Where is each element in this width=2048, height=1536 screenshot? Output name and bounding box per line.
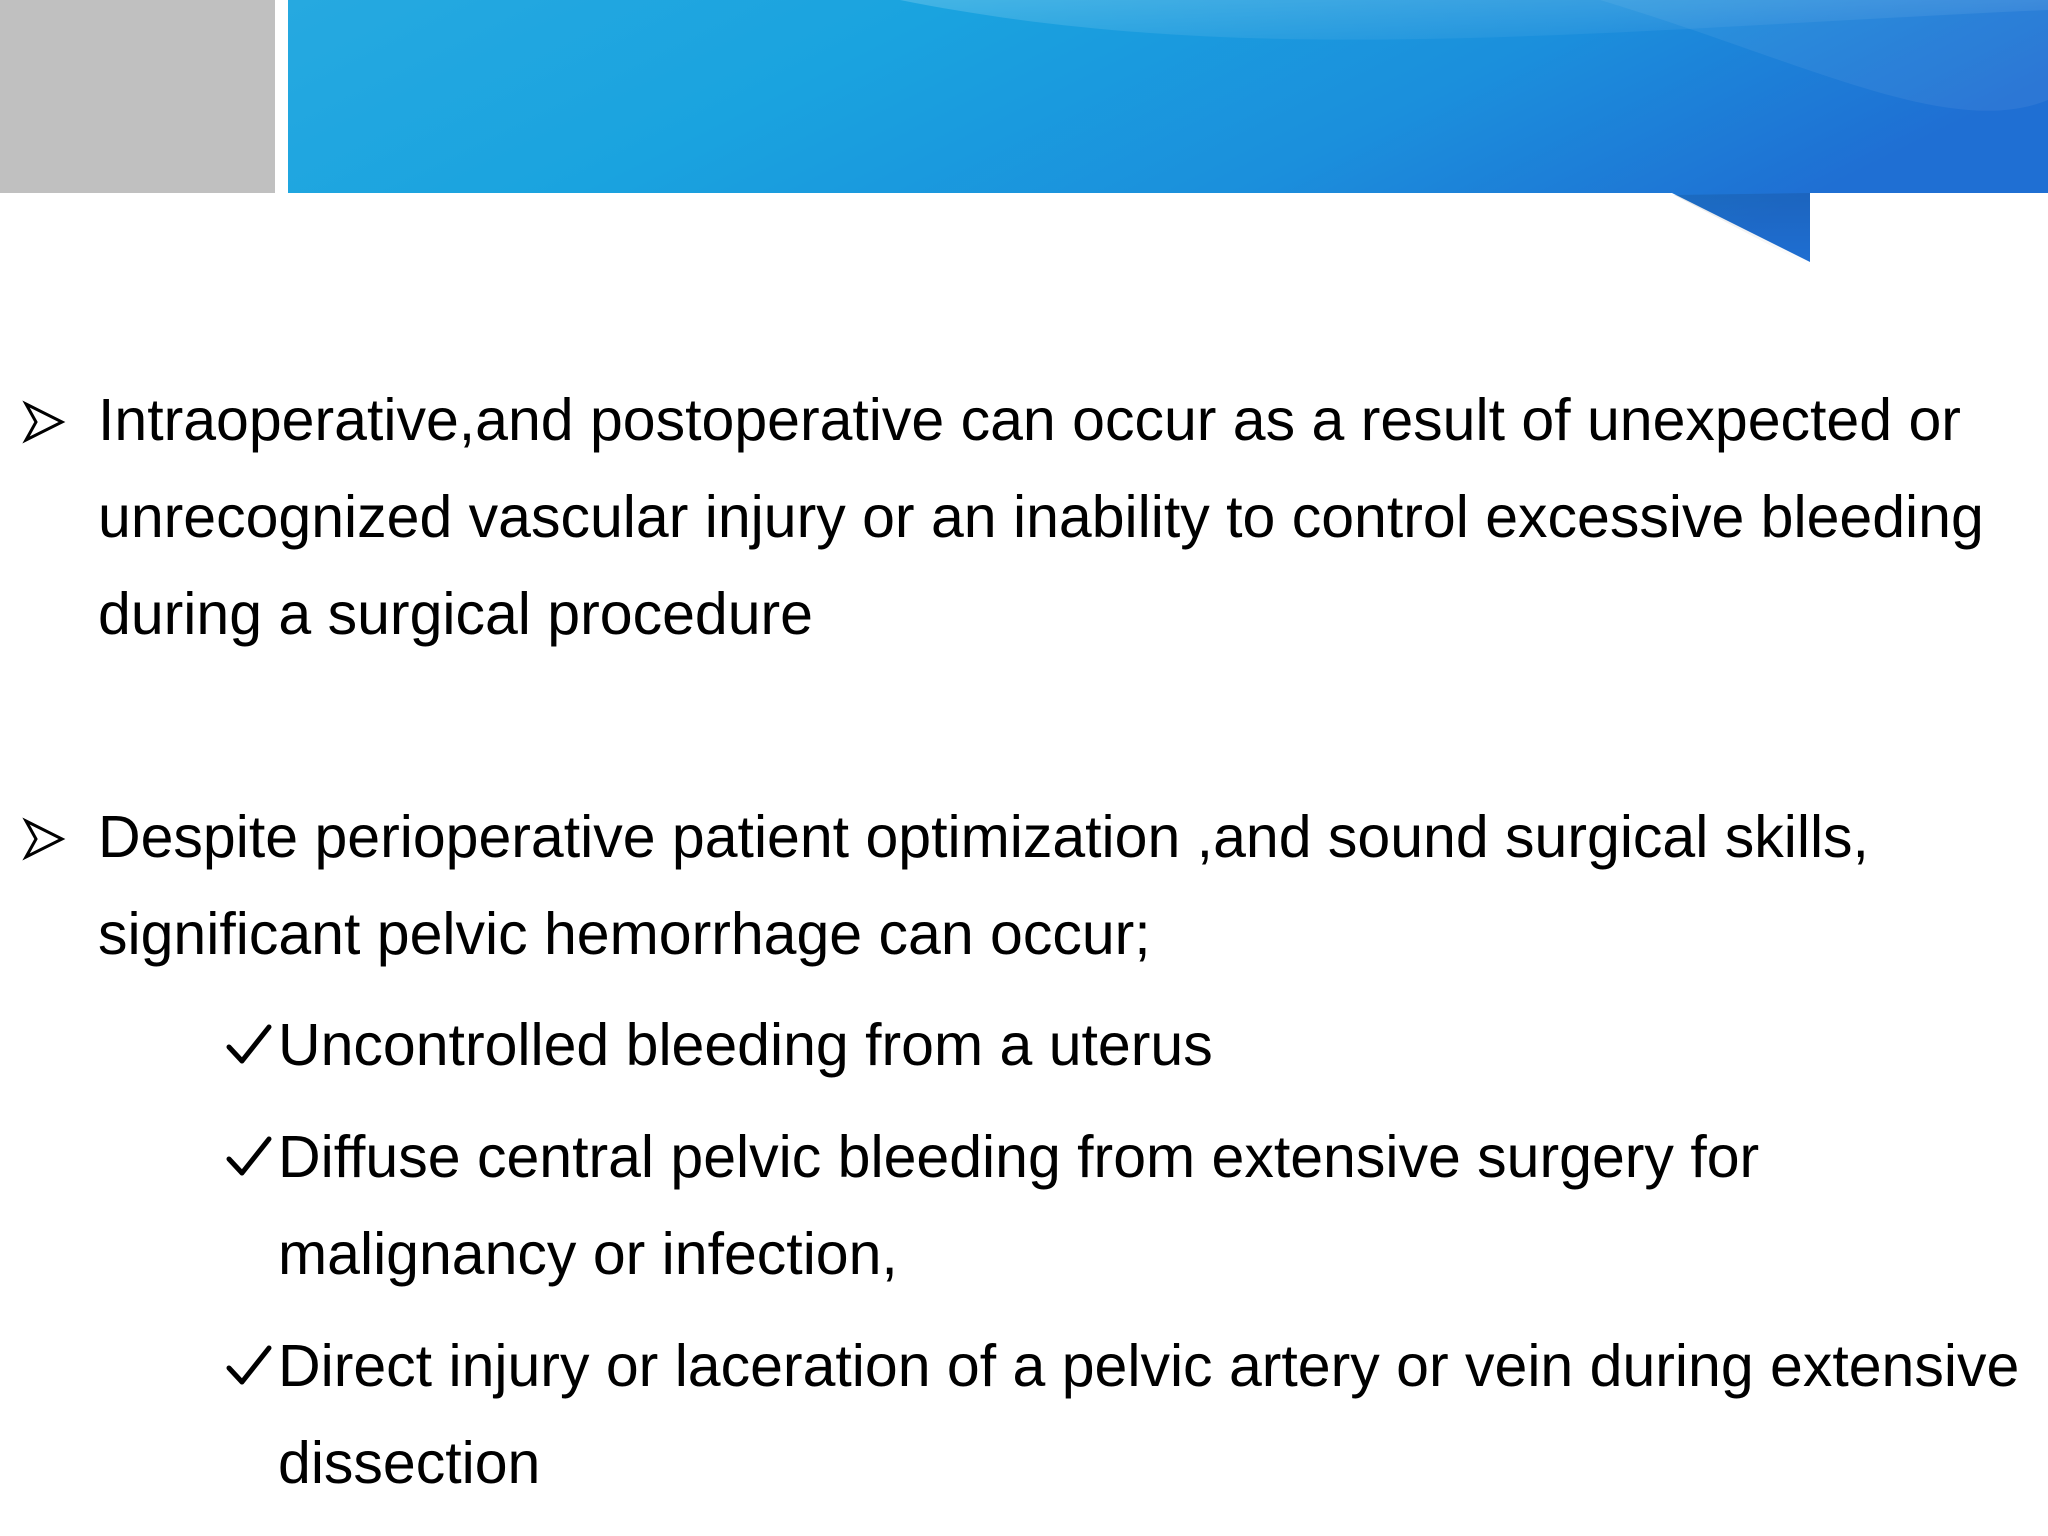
bullet-list: [0, 372, 2048, 1512]
bullet-text: Despite perioperative patient optimization ,and sound surgical skills, significant pelvic hemorrhage can occur;: [98, 804, 1869, 967]
sub-list-item: [278, 1109, 2028, 1303]
sub-list: [98, 997, 2028, 1512]
sub-list-item: [278, 997, 2028, 1094]
sub-item-text: Direct injury or laceration of a pelvic artery or vein during extensive dissection: [278, 1333, 2020, 1496]
arrow-bullet-icon: [22, 400, 66, 444]
header-banner: [0, 0, 2048, 275]
sub-item-text: Diffuse central pelvic bleeding from extensive surgery for malignancy or infection,: [278, 1124, 1760, 1287]
check-icon: [226, 1342, 272, 1388]
bullet-item: [0, 372, 2048, 663]
arrow-bullet-icon: [22, 817, 66, 861]
sub-item-text: Uncontrolled bleeding from a uterus: [278, 1012, 1213, 1078]
bullet-item: [0, 789, 2048, 1512]
check-icon: [226, 1133, 272, 1179]
bullet-text: Intraoperative,and postoperative can occur as a result of unexpected or unrecognized vascular injury or an inability to control excessive bleeding during a surgical procedure: [98, 387, 1984, 647]
check-icon: [226, 1021, 272, 1067]
sub-list-item: [278, 1318, 2028, 1512]
